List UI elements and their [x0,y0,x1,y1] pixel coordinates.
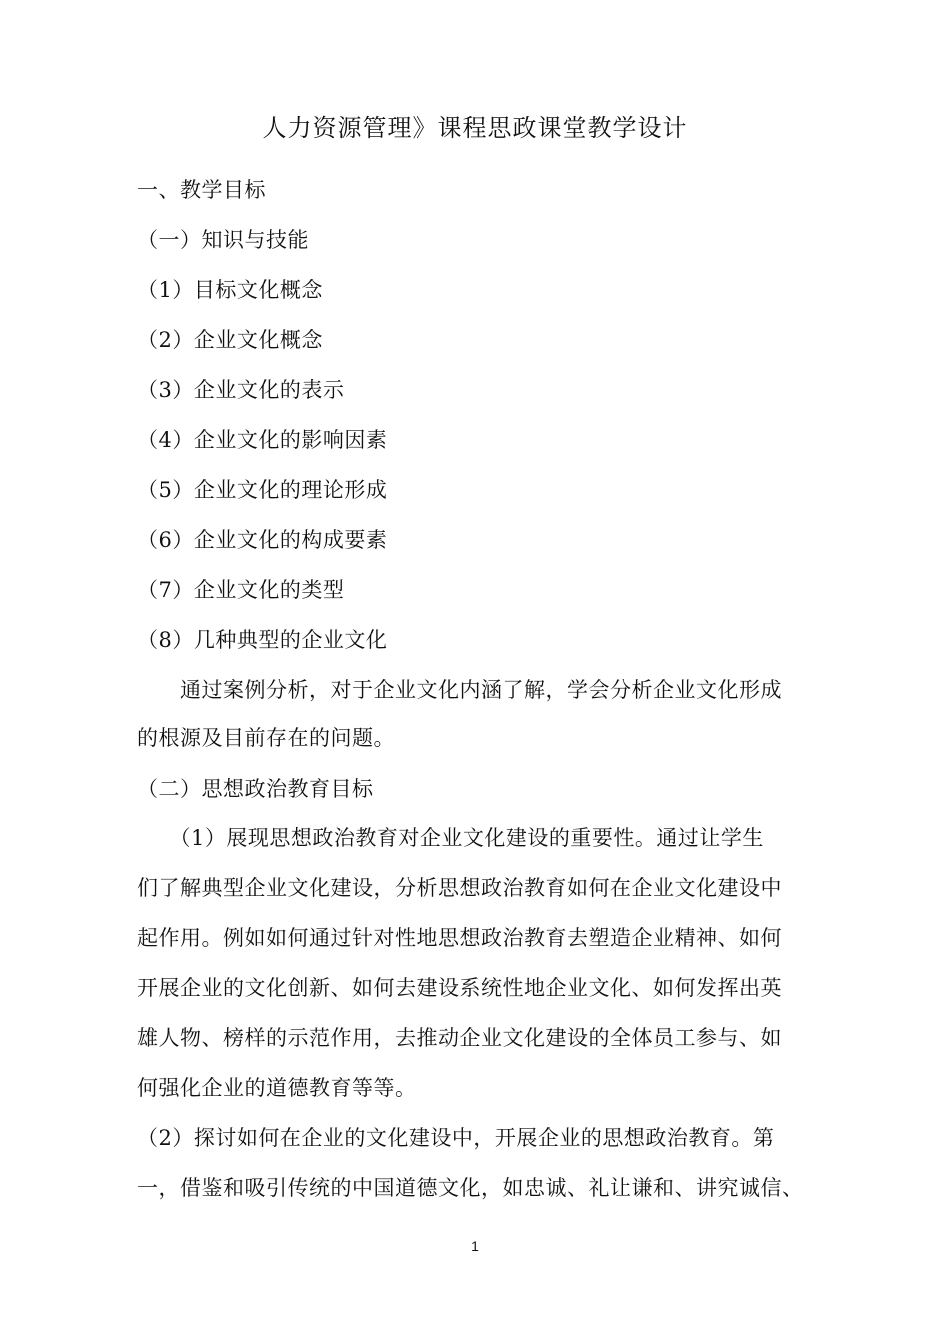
list-item: （1）目标文化概念 [137,278,323,302]
list-item: （7）企业文化的类型 [137,578,345,602]
list-item: （2）企业文化概念 [137,328,323,352]
list-item: （4）企业文化的影响因素 [137,428,388,452]
page-number: 1 [471,1238,479,1254]
subsection-heading-political-education: （二）思想政治教育目标 [137,777,374,801]
subsection-heading-knowledge-skills: （一）知识与技能 [137,228,309,252]
paragraph-line: 一，借鉴和吸引传统的中国道德文化，如忠诚、礼让谦和、讲究诚信、 [137,1176,804,1200]
paragraph-line: 通过案例分析，对于企业文化内涵了解，学会分析企业文化形成 [137,678,782,702]
list-item: （3）企业文化的表示 [137,378,345,402]
paragraph-line: 的根源及目前存在的问题。 [137,726,395,750]
paragraph-line: （1）展现思想政治教育对企业文化建设的重要性。通过让学生 [137,826,764,850]
paragraph-line: 开展企业的文化创新、如何去建设系统性地企业文化、如何发挥出英 [137,976,782,1000]
list-item: （8）几种典型的企业文化 [137,628,388,652]
paragraph-line: 何强化企业的道德教育等等。 [137,1076,417,1100]
paragraph-line: 们了解典型企业文化建设，分析思想政治教育如何在企业文化建设中 [137,876,782,900]
paragraph-line: （2）探讨如何在企业的文化建设中，开展企业的思想政治教育。第 [137,1126,775,1150]
list-item: （5）企业文化的理论形成 [137,478,388,502]
paragraph-line: 雄人物、榜样的示范作用，去推动企业文化建设的全体员工参与、如 [137,1026,782,1050]
list-item: （6）企业文化的构成要素 [137,528,388,552]
document-title: 人力资源管理》课程思政课堂教学设计 [262,114,688,142]
paragraph-line: 起作用。例如如何通过针对性地思想政治教育去塑造企业精神、如何 [137,926,782,950]
section-heading-teaching-goals: 一、教学目标 [137,178,266,202]
